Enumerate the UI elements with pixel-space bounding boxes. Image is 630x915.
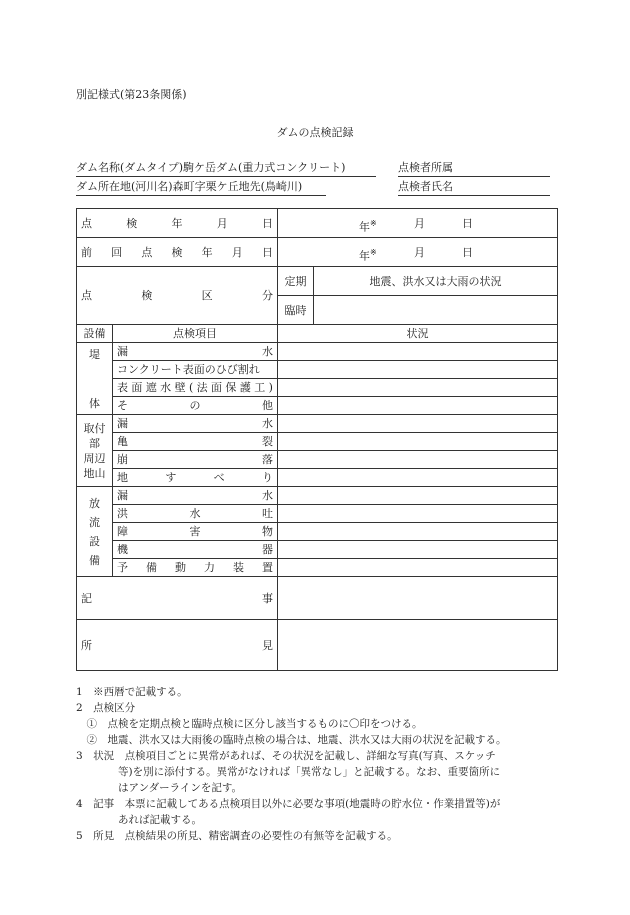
quake-flood-status-cell[interactable]: [314, 296, 558, 325]
status-cell[interactable]: [278, 559, 558, 577]
regular-inspection-cell[interactable]: 定期: [278, 267, 314, 296]
item-spillway: [113, 505, 278, 523]
item-collapse: [113, 451, 278, 469]
note-line: 4 記事 本票に記載してある点検項目以外に必要な事項(地震時の貯水位・作業措置等)が: [76, 798, 501, 810]
inspector-name: 点検者氏名: [398, 178, 550, 196]
inspection-date-text: 点 検 年 月 日: [81, 216, 273, 230]
inspector-affiliation: 点検者所属: [398, 159, 550, 177]
remarks-text: 記 事: [81, 591, 273, 605]
item-surface-impervious-wall: [113, 379, 278, 397]
item-label: 予 備 動 力 装 置: [117, 561, 273, 574]
note-line: 1 ※西暦で記載する。: [76, 686, 188, 698]
status-cell[interactable]: [278, 541, 558, 559]
inspection-category-label: [77, 267, 278, 325]
inspection-category-text: 点 検 区 分: [81, 289, 273, 302]
item-leakage: [113, 415, 278, 433]
previous-inspection-date-text: 前 回 点 検 年 月 日: [81, 245, 273, 259]
item-label: 障 害 物: [117, 525, 273, 538]
form-reference: 別記様式(第23条関係): [76, 88, 187, 101]
item-label: 亀 裂: [117, 435, 273, 448]
status-cell[interactable]: [278, 505, 558, 523]
inspection-date-value[interactable]: 年※ 月 日: [278, 209, 558, 238]
remarks-cell[interactable]: [278, 577, 558, 620]
item-label: 崩 落: [117, 453, 273, 466]
item-label: 地 す べ り: [117, 471, 273, 484]
note-line: 5 所見 点検結果の所見、精密調査の必要性の有無等を記載する。: [76, 830, 398, 842]
opinion-label: [77, 620, 278, 671]
item-label: 漏 水: [117, 489, 273, 502]
item-label: 漏 水: [117, 345, 273, 358]
dam-location: ダム所在地(河川名)森町字栗ケ丘地先(鳥崎川): [76, 178, 326, 196]
status-header: 状況: [278, 325, 558, 343]
notes: [76, 684, 507, 844]
item-header: 点検項目: [113, 325, 278, 343]
item-cracks: [113, 433, 278, 451]
item-obstruction: [113, 523, 278, 541]
item-backup-power: [113, 559, 278, 577]
opinion-text: 所 見: [81, 638, 273, 652]
dam-name: ダム名称(ダムタイプ)駒ケ岳ダム(重力式コンクリート): [76, 159, 376, 177]
quake-flood-heading: 地震、洪水又は大雨の状況: [314, 267, 558, 296]
note-line: あれば記載する。: [76, 814, 202, 826]
status-cell[interactable]: [278, 469, 558, 487]
previous-inspection-date-label: [77, 238, 278, 267]
status-cell[interactable]: [278, 487, 558, 505]
item-label: 洪 水 吐: [117, 507, 273, 520]
item-landslide: [113, 469, 278, 487]
note-line: 2 点検区分: [76, 702, 136, 714]
item-concrete-cracks: コンクリート表面のひび割れ: [113, 361, 278, 379]
item-label: そ の 他: [117, 399, 273, 412]
note-line: 等)を別に添付する。異常がなければ「異常なし」と記載する。なお、重要箇所に: [76, 766, 501, 778]
item-leakage: [113, 343, 278, 361]
facility-dam-body: 堤 体: [77, 343, 113, 415]
remarks-label: [77, 577, 278, 620]
note-line: はアンダーラインを記す。: [76, 782, 243, 794]
status-cell[interactable]: [278, 451, 558, 469]
facility-discharge: 放 流 設 備: [77, 487, 113, 577]
item-label: 表 面 遮 水 壁 ( 法 面 保 護 工 ): [117, 381, 273, 394]
status-cell[interactable]: [278, 397, 558, 415]
status-cell[interactable]: [278, 379, 558, 397]
inspection-form-table: [76, 208, 558, 671]
note-line: ② 地震、洪水又は大雨後の臨時点検の場合は、地震、洪水又は大雨の状況を記載する。: [76, 734, 507, 746]
previous-inspection-date-value[interactable]: 年※ 月 日: [278, 238, 558, 267]
status-cell[interactable]: [278, 415, 558, 433]
note-line: ① 点検を定期点検と臨時点検に区分し該当するものに〇印をつける。: [76, 718, 423, 730]
status-cell[interactable]: [278, 343, 558, 361]
item-other: [113, 397, 278, 415]
status-cell[interactable]: [278, 361, 558, 379]
item-label: 漏 水: [117, 417, 273, 430]
item-label: 機 器: [117, 543, 273, 556]
opinion-cell[interactable]: [278, 620, 558, 671]
item-equipment: [113, 541, 278, 559]
status-cell[interactable]: [278, 523, 558, 541]
facility-header: 設備: [77, 325, 113, 343]
item-leakage: [113, 487, 278, 505]
facility-abutment-ground: 取付 部 周辺 地山: [77, 415, 113, 487]
page-title: ダムの点検記録: [276, 126, 354, 139]
status-cell[interactable]: [278, 433, 558, 451]
temporary-inspection-cell[interactable]: 臨時: [278, 296, 314, 325]
note-line: 3 状況 点検項目ごとに異常があれば、その状況を記載し、詳細な写真(写真、スケッチ: [76, 750, 496, 762]
inspection-date-label: [77, 209, 278, 238]
